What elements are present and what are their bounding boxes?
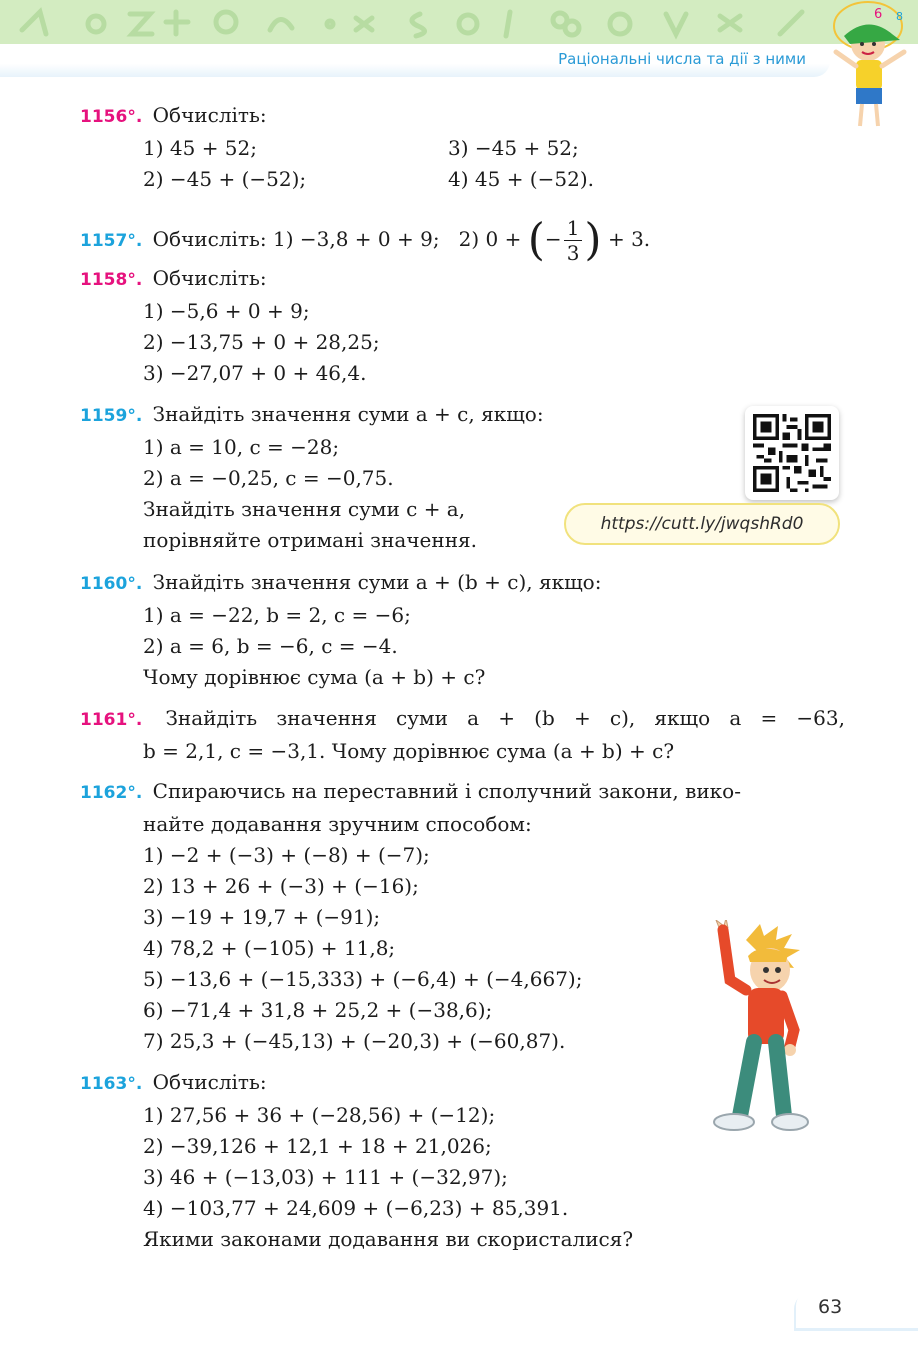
problem-1160 — [80, 567, 850, 693]
fraction — [564, 216, 583, 265]
problem-number: 1157°. — [80, 231, 143, 251]
problem-line — [80, 703, 845, 736]
problem-prompt: Знайдіть значення суми a + c, якщо: — [152, 402, 544, 426]
item: 3) −27,07 + 0 + 46,4. — [143, 361, 367, 385]
item: 2) −39,126 + 12,1 + 18 + 21,026; — [143, 1134, 492, 1158]
header-band — [0, 0, 918, 44]
resource-link[interactable]: https://cutt.ly/jwqshRd0 — [564, 503, 840, 545]
follow-text: Чому дорівнює сума (a + b) + c? — [143, 665, 486, 689]
minus-sign: − — [544, 227, 562, 251]
item: 4) 78,2 + (−105) + 11,8; — [143, 936, 396, 960]
svg-text:6: 6 — [874, 7, 883, 22]
qr-code-card[interactable] — [745, 406, 839, 500]
problem-number: 1158°. — [80, 270, 143, 290]
problem-prompt: Знайдіть значення суми a + (b + c), якщо: — [152, 570, 602, 594]
item: 1) 45 + 52; — [143, 136, 257, 160]
page-number-tab — [796, 1290, 918, 1328]
follow-text: Знайдіть значення суми c + a, — [143, 497, 466, 521]
item: 3) −45 + 52; — [448, 136, 579, 160]
item: 1) a = 10, c = −28; — [143, 435, 340, 459]
item: 5) −13,6 + (−15,333) + (−6,4) + (−4,667); — [143, 967, 583, 991]
problem-1161 — [80, 703, 850, 767]
problem-prompt: Обчисліть: — [152, 1070, 267, 1094]
follow-text: порівняйте отримані значення. — [143, 528, 478, 552]
item: + 3. — [607, 227, 651, 251]
item: 1) 27,56 + 36 + (−28,56) + (−12); — [143, 1103, 496, 1127]
problem-number: 1156°. — [80, 107, 143, 127]
item: 1) −2 + (−3) + (−8) + (−7); — [143, 843, 430, 867]
problem-1157 — [80, 214, 850, 266]
item: 6) −71,4 + 31,8 + 25,2 + (−38,6); — [143, 998, 493, 1022]
problem-number: 1163°. — [80, 1074, 143, 1094]
item: 1) −5,6 + 0 + 9; — [143, 299, 310, 323]
right-paren: ) — [584, 214, 602, 266]
problem-prompt: Обчисліть: — [152, 266, 267, 290]
item: 4) 45 + (−52). — [448, 167, 594, 191]
qr-code-icon — [753, 414, 831, 492]
item: 3) −19 + 19,7 + (−91); — [143, 905, 381, 929]
item: 1) −3,8 + 0 + 9; — [272, 227, 440, 251]
math-doodle-pattern-icon — [0, 0, 830, 44]
problem-text: найте додавання зручним способом: — [143, 812, 532, 836]
item: 3) 46 + (−13,03) + 111 + (−32,97); — [143, 1165, 508, 1189]
chapter-title: Раціональні числа та дії з ними — [558, 50, 806, 68]
item: 2) a = −0,25, c = −0,75. — [143, 466, 394, 490]
problem-1156 — [80, 100, 850, 195]
svg-text:8: 8 — [896, 10, 903, 23]
problem-number: 1162°. — [80, 783, 143, 803]
problem-text: b = 2,1, c = −3,1. Чому дорівнює сума (a + b) + c? — [143, 739, 675, 763]
problem-number: 1161°. — [80, 710, 143, 730]
follow-text: Якими законами додавання ви скористалися? — [143, 1227, 634, 1251]
left-paren: ( — [527, 214, 545, 266]
fraction-numerator: 1 — [564, 216, 583, 241]
page-number: 63 — [818, 1296, 843, 1318]
problem-number: 1160°. — [80, 574, 143, 594]
item: 2) −13,75 + 0 + 28,25; — [143, 330, 380, 354]
fraction-denominator: 3 — [566, 241, 580, 265]
problem-text: Спираючись на переставний і сполучний закони, вико- — [152, 779, 741, 803]
item: 7) 25,3 + (−45,13) + (−20,3) + (−60,87). — [143, 1029, 566, 1053]
item: 2) 13 + 26 + (−3) + (−16); — [143, 874, 419, 898]
item: 2) 0 + — [458, 227, 522, 251]
item: 2) a = 6, b = −6, c = −4. — [143, 634, 398, 658]
item: 2) −45 + (−52); — [143, 167, 307, 191]
waving-boy-icon — [690, 920, 820, 1140]
problem-1158 — [80, 263, 850, 389]
problem-prompt: Обчисліть: — [152, 227, 267, 251]
item: 4) −103,77 + 24,609 + (−6,23) + 85,391. — [143, 1196, 569, 1220]
problem-number: 1159°. — [80, 406, 143, 426]
problem-text: Знайдіть значення суми a + (b + c), якщо a = −63, — [165, 706, 845, 730]
item: 1) a = −22, b = 2, c = −6; — [143, 603, 411, 627]
problem-prompt: Обчисліть: — [152, 103, 267, 127]
